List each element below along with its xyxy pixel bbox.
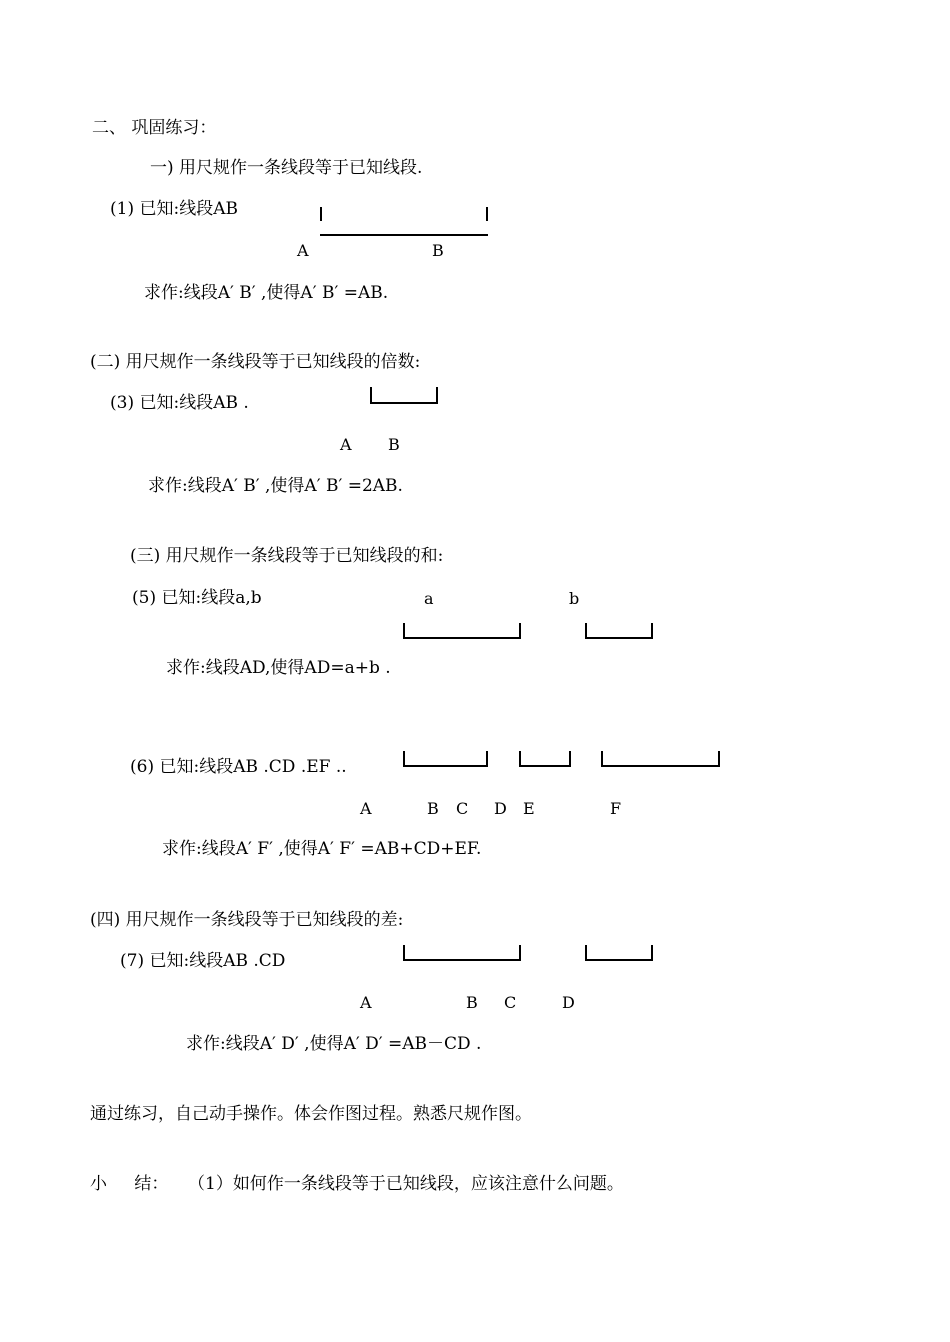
part2-heading: (二) 用尺规作一条线段等于已知线段的倍数: [90, 352, 421, 372]
summary-label: 小 结： [90, 1174, 169, 1194]
segment-tick-b [486, 207, 488, 221]
segment-ab [403, 945, 521, 961]
part1-heading: 一) 用尺规作一条线段等于已知线段. [150, 158, 423, 178]
point-label-d: D [562, 993, 575, 1012]
segment-b [585, 623, 653, 639]
segment-tick-a [320, 207, 322, 221]
point-label-a: A [297, 241, 309, 260]
point-label-a: A [340, 435, 352, 454]
part4-task: 求作:线段A′ D′ ,使得A′ D′ =AB－CD . [186, 1034, 482, 1054]
point-label-c: C [504, 993, 517, 1012]
segment-ab-2 [370, 387, 438, 404]
segment-ab [403, 751, 488, 767]
task5: 求作:线段AD,使得AD=a+b . [166, 658, 391, 678]
point-label-b: B [388, 435, 400, 454]
point-label-f: F [610, 799, 622, 818]
section-title: 二、 巩固练习： [92, 118, 217, 138]
segment-label-b: b [569, 589, 580, 608]
point-label-a: A [360, 993, 372, 1012]
part2-task: 求作:线段A′ B′ ,使得A′ B′ =2AB. [148, 476, 403, 496]
point-label-b: B [427, 799, 439, 818]
task6: 求作:线段A′ F′ ,使得A′ F′ =AB+CD+EF. [162, 839, 482, 859]
part1-task: 求作:线段A′ B′ ,使得A′ B′ =AB. [144, 283, 389, 303]
practice-note: 通过练习，自己动手操作。体会作图过程。熟悉尺规作图。 [90, 1104, 532, 1124]
point-label-a: A [360, 799, 372, 818]
problem6: (6) 已知:线段AB .CD .EF .. [130, 757, 347, 777]
segment-cd [519, 751, 571, 767]
segment-label-a: a [424, 589, 434, 608]
segment-line [320, 234, 488, 236]
point-label-d: D [494, 799, 507, 818]
segment-a [403, 623, 521, 639]
segment-ef [601, 751, 720, 767]
segment-ab-1 [320, 207, 488, 236]
part3-heading: (三) 用尺规作一条线段等于已知线段的和: [130, 546, 444, 566]
point-label-b: B [432, 241, 444, 260]
point-label-e: E [523, 799, 535, 818]
part4-heading: (四) 用尺规作一条线段等于已知线段的差: [90, 910, 404, 930]
part4-problem: (7) 已知:线段AB .CD [120, 951, 286, 971]
part2-problem: (3) 已知:线段AB . [110, 393, 249, 413]
point-label-b: B [466, 993, 478, 1012]
segment-cd [585, 945, 653, 961]
summary-item: （1）如何作一条线段等于已知线段，应该注意什么问题。 [188, 1174, 624, 1194]
part1-problem: (1) 已知:线段AB [110, 199, 238, 219]
point-label-c: C [456, 799, 469, 818]
problem5: (5) 已知:线段a,b [132, 588, 262, 608]
